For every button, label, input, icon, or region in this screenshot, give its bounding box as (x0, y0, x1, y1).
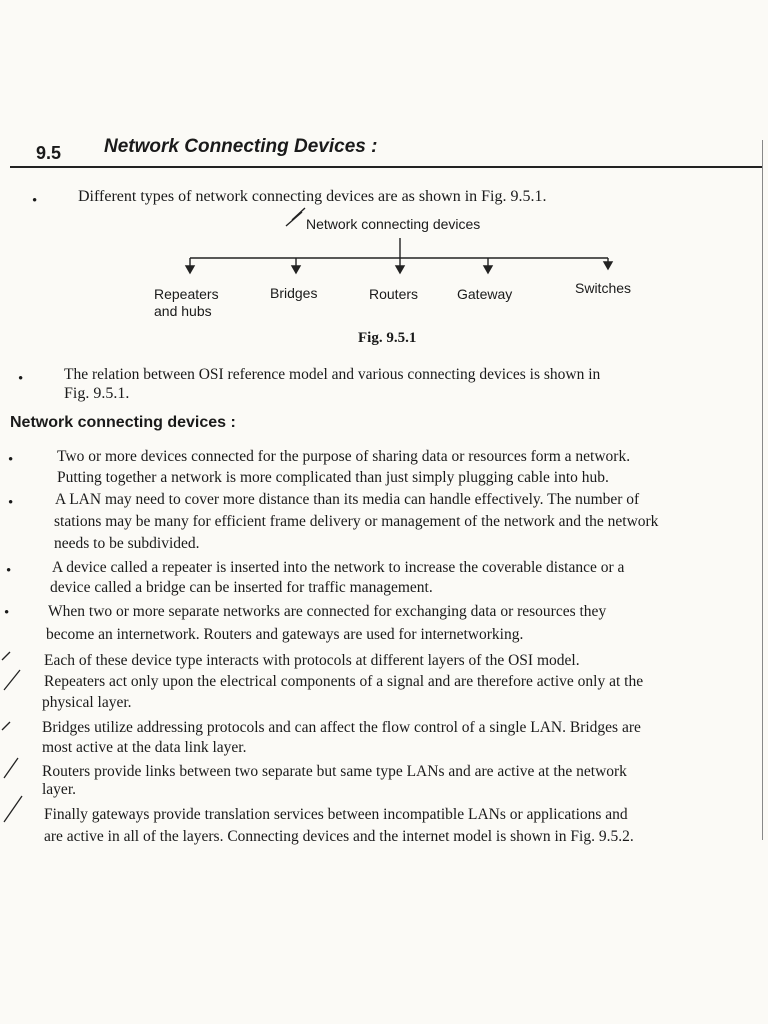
bullet-dot: • (4, 605, 10, 621)
point-1-line-2: Putting together a network is more complicated than just simply plugging cable into hub. (57, 469, 609, 486)
diagram-root-label: Network connecting devices (306, 216, 481, 232)
point-2-line-2: stations may be many for efficient frame delivery or management of the network and the network (54, 513, 659, 530)
point-6-line-1: Repeaters act only upon the electrical components of a signal and are therefore active only at the (44, 673, 644, 690)
section-number: 9.5 (36, 143, 62, 163)
point-6-line-2: physical layer. (42, 694, 132, 711)
intro-text: Different types of network connecting devices are as shown in Fig. 9.5.1. (78, 188, 547, 205)
point-3-line-1: A device called a repeater is inserted into the network to increase the coverable distance or a (52, 559, 625, 576)
diagram-node-routers: Routers (369, 286, 419, 302)
point-2-line-3: needs to be subdivided. (54, 535, 200, 552)
check-mark-icon (2, 652, 10, 660)
figure-caption: Fig. 9.5.1 (358, 330, 417, 346)
diagram-node-switches: Switches (575, 280, 632, 296)
point-4-line-1: When two or more separate networks are connected for exchanging data or resources they (48, 603, 607, 620)
relation-text-line1: The relation between OSI reference model and various connecting devices is shown in (64, 366, 601, 383)
bullet-dot: • (18, 371, 24, 387)
point-7-line-2: most active at the data link layer. (42, 739, 247, 756)
bullet-dot: • (8, 452, 14, 468)
point-5-line-1: Each of these device type interacts with protocols at different layers of the OSI model. (44, 652, 580, 669)
diagram-node-bridges: Bridges (270, 285, 318, 301)
diagram-node-gateway: Gateway (457, 286, 513, 302)
bullet-dot: • (6, 563, 12, 579)
section-title: Network Connecting Devices : (104, 136, 378, 157)
bullet-dot: • (8, 495, 14, 511)
point-7-line-1: Bridges utilize addressing protocols and can affect the flow control of a single LAN. Bridges are (42, 719, 641, 736)
check-mark-icon (4, 670, 20, 690)
point-8-line-1: Routers provide links between two separate but same type LANs and are active at the network (42, 763, 627, 780)
subheading: Network connecting devices : (10, 414, 236, 431)
point-9-line-1: Finally gateways provide translation services between incompatible LANs or applications and (44, 806, 628, 823)
point-2-line-1: A LAN may need to cover more distance than its media can handle effectively. The number of (55, 491, 640, 508)
point-4-line-2: become an internetwork. Routers and gateways are used for internetworking. (46, 626, 524, 643)
check-mark-icon (4, 796, 22, 822)
bullet-dot: • (32, 193, 38, 209)
diagram-node-repeaters: Repeaters and hubs (154, 286, 219, 319)
check-mark-icon (4, 758, 18, 778)
check-mark-icon (2, 722, 10, 730)
point-8-line-2: layer. (42, 781, 76, 798)
relation-text-line2: Fig. 9.5.1. (64, 385, 130, 402)
point-1-line-1: Two or more devices connected for the purpose of sharing data or resources form a network. (57, 448, 631, 465)
point-3-line-2: device called a bridge can be inserted for traffic management. (50, 579, 433, 596)
point-9-line-2: are active in all of the layers. Connecting devices and the internet model is shown in Fig. 9.5.2. (44, 828, 634, 845)
